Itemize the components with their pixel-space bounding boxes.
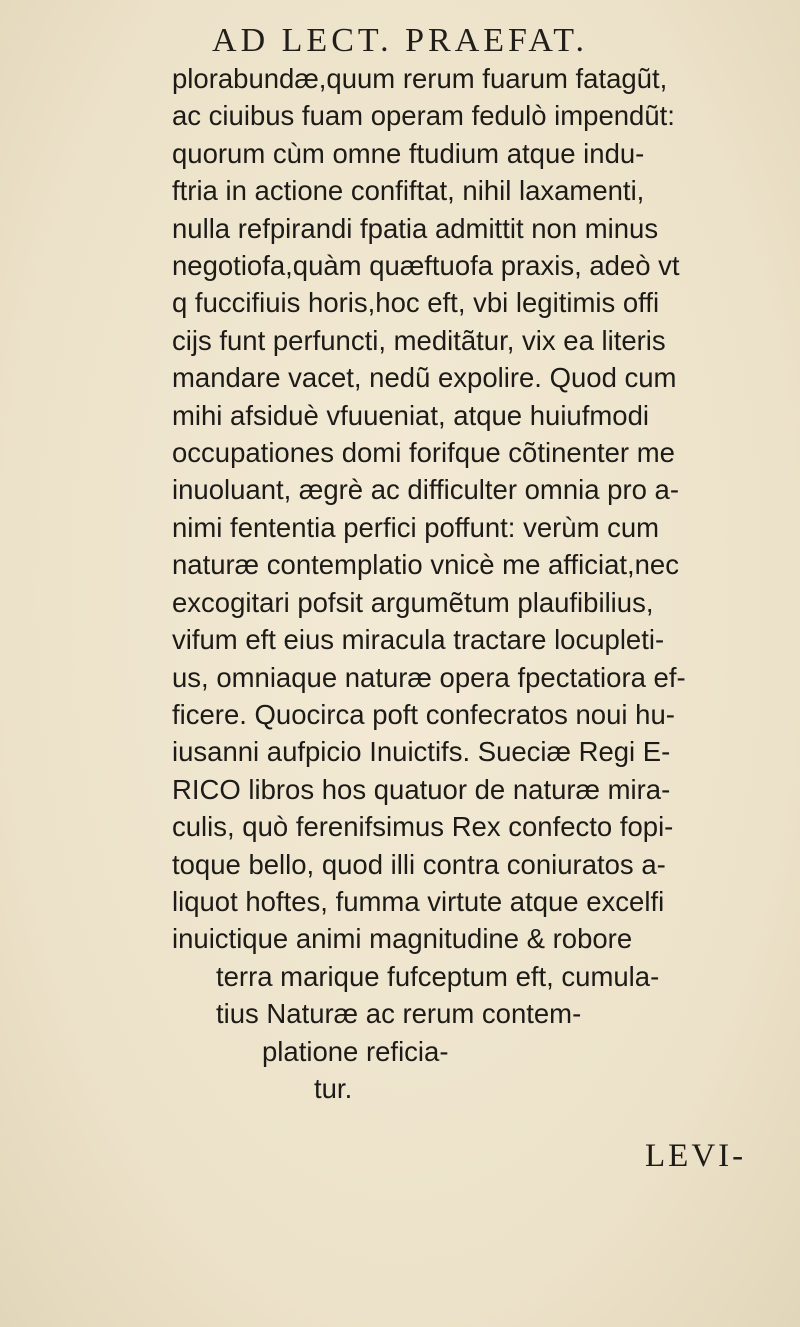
text-line: ac ciuibus fuam operam fedulò impendũt: (172, 100, 675, 132)
text-line: inuoluant, ægrè ac difficulter omnia pro a- (172, 474, 679, 506)
text-line: naturæ contemplatio vnicè me afficiat,nec (172, 549, 679, 581)
text-line: iusanni aufpicio Inuictifs. Sueciæ Regi E- (172, 736, 671, 768)
text-line: vifum eft eius miracula tractare locupleti- (172, 624, 665, 656)
text-line: terra marique fufceptum eft, cumula- (216, 960, 660, 992)
text-line: nimi fententia perfici poffunt: verùm cum (172, 511, 660, 543)
text-line: tur. (314, 1072, 353, 1104)
text-line: nulla refpirandi fpatia admittit non minus (172, 212, 659, 244)
text-line: liquot hoftes, fumma virtute atque excelfi (172, 885, 665, 917)
text-line: plorabundæ,quum rerum fuarum fatagũt, (172, 63, 668, 94)
text-line: quorum cùm omne ftudium atque indu- (172, 137, 645, 169)
text-line: us, omniaque naturæ opera fpectatiora ef- (172, 661, 686, 693)
text-line: ficere. Quocirca poft confecratos noui hu- (172, 698, 675, 730)
text-line: mihi afsiduè vfuueniat, atque huiufmodi (172, 399, 649, 431)
catchword: LEVI- (645, 1138, 747, 1174)
text-line: q fuccifiuis horis,hoc eft, vbi legitimis offi (172, 287, 660, 319)
text-line: cijs funt perfuncti, meditãtur, vix ea literis (172, 324, 666, 356)
text-line: culis, quò ferenifsimus Rex confecto fopi- (172, 811, 674, 843)
text-line: ftria in actione confiftat, nihil laxamenti, (172, 175, 645, 207)
text-line: mandare vacet, nedũ expolire. Quod cum (172, 362, 677, 394)
text-line: platione reficia- (262, 1035, 449, 1067)
text-line: excogitari pofsit argumẽtum plaufibilius, (172, 586, 654, 618)
text-line: toque bello, quod illi contra coniuratos a- (172, 848, 666, 880)
body-text (172, 60, 792, 1107)
running-header: AD LECT. PRAEFAT. (212, 22, 588, 59)
text-line: negotiofa,quàm quæftuofa praxis, adeò vt (172, 250, 680, 282)
text-line: occupationes domi forifque cõtinenter me (172, 437, 675, 469)
text-line: tius Naturæ ac rerum contem- (216, 998, 582, 1030)
text-line: RICO libros hos quatuor de naturæ mira- (172, 773, 671, 805)
text-line: inuictique animi magnitudine & robore (172, 923, 633, 955)
